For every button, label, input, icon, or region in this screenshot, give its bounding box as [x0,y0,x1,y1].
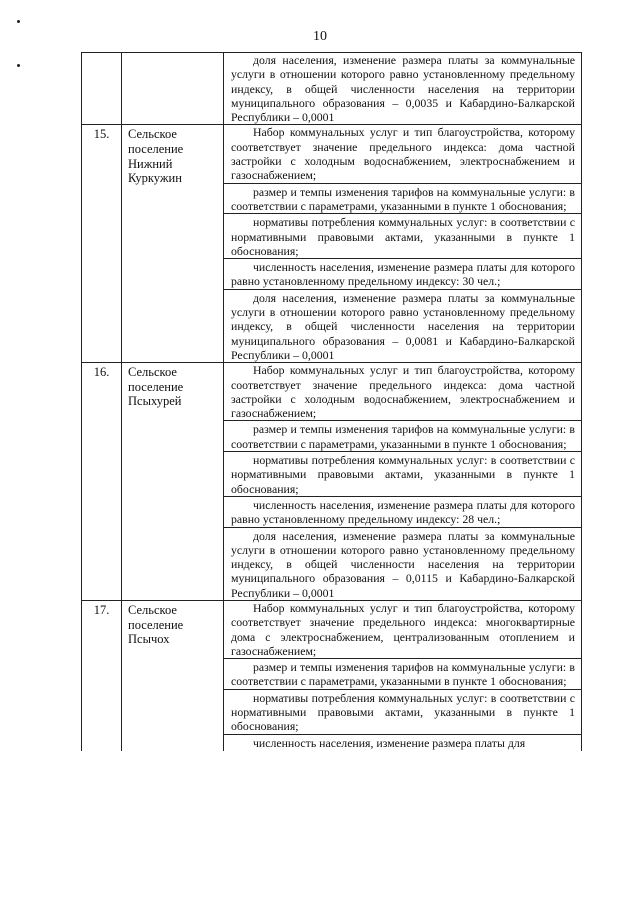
parameter-paragraph: доля населения, изменение размера платы за коммунальные услуги в отношении которого равно установленному предельному индексу, в общей численности населения на территории муниципального образования – 0,0035 и Кабардино-Балкарской Республики – 0,0001 [231,53,575,125]
settlement-name-line: Нижний [128,156,173,171]
parameter-paragraph: нормативы потребления коммунальных услуг: в соответствии с нормативными правовыми актами, указанными в пункте 1 обоснования; [224,451,581,496]
settlement-name-line: поселение [128,617,184,632]
settlement-name-line: Псыхурей [128,394,182,409]
table-row [82,125,582,363]
parameter-paragraph: численность населения, изменение размера платы для которого равно установленному предельному индексу: 30 чел.; [224,258,581,289]
settlement-name [122,363,224,601]
parameter-paragraph: размер и темпы изменения тарифов на коммунальные услуги: в соответствии с параметрами, указанными в пункте 1 обоснования; [224,420,581,451]
table-row [82,600,582,750]
parameter-paragraph: размер и темпы изменения тарифов на коммунальные услуги: в соответствии с параметрами, указанными в пункте 1 обоснования; [224,658,581,689]
table-row [82,363,582,601]
scan-speck [17,64,20,67]
settlement-name-line: Куркужин [128,171,182,186]
index-parameters [224,363,582,601]
row-number: 15. [82,125,122,363]
parameter-paragraph: нормативы потребления коммунальных услуг: в соответствии с нормативными правовыми актами, указанными в пункте 1 обоснования; [224,213,581,258]
table-body [82,53,582,751]
settlement-name [122,53,224,125]
settlement-name [122,125,224,363]
index-parameters [224,53,582,125]
parameter-paragraph: размер и темпы изменения тарифов на коммунальные услуги: в соответствии с параметрами, указанными в пункте 1 обоснования; [224,183,581,214]
parameter-paragraph: численность населения, изменение размера платы для [224,734,581,751]
settlement-name-line: поселение [128,379,184,394]
parameter-paragraph: доля населения, изменение размера платы за коммунальные услуги в отношении которого равно установленному предельному индексу, в общей численности населения на территории муниципального образования – 0,0081 и Кабардино-Балкарской Республики – 0,0001 [224,289,581,362]
settlement-name-line: Сельское [128,602,177,617]
parameter-paragraph: Набор коммунальных услуг и тип благоустройства, которому соответствует значение предельного индекса: дома частной застройки с холодным водоснабжением, электроснабжением и газоснабжением; [231,125,575,183]
settlement-name [122,600,224,750]
row-number: 17. [82,600,122,750]
index-parameters [224,125,582,363]
parameter-paragraph: доля населения, изменение размера платы за коммунальные услуги в отношении которого равно установленному предельному индексу, в общей численности населения на территории муниципального образования – 0,0115 и Кабардино-Балкарской Республики – 0,0001 [224,527,581,600]
row-number: 16. [82,363,122,601]
parameter-paragraph: Набор коммунальных услуг и тип благоустройства, которому соответствует значение предельного индекса: многоквартирные дома с электроснабжением, централизованным отоплением и газоснабжением; [231,600,575,658]
page-number: 10 [313,29,327,44]
indicators-table [81,52,582,751]
settlement-name-line: Сельское [128,365,177,380]
settlement-name-line: Сельское [128,127,177,142]
settlement-name-line: Псычох [128,632,170,647]
index-parameters [224,600,582,750]
row-number [82,53,122,125]
settlement-name-line: поселение [128,142,184,157]
parameter-paragraph: численность населения, изменение размера платы для которого равно установленному предельному индексу: 28 чел.; [224,496,581,527]
parameter-paragraph: нормативы потребления коммунальных услуг: в соответствии с нормативными правовыми актами, указанными в пункте 1 обоснования; [224,689,581,734]
parameter-paragraph: Набор коммунальных услуг и тип благоустройства, которому соответствует значение предельного индекса: дома частной застройки с холодным водоснабжением, электроснабжением и газоснабжением; [231,363,575,421]
scan-speck [17,20,20,23]
table-row [82,53,582,125]
